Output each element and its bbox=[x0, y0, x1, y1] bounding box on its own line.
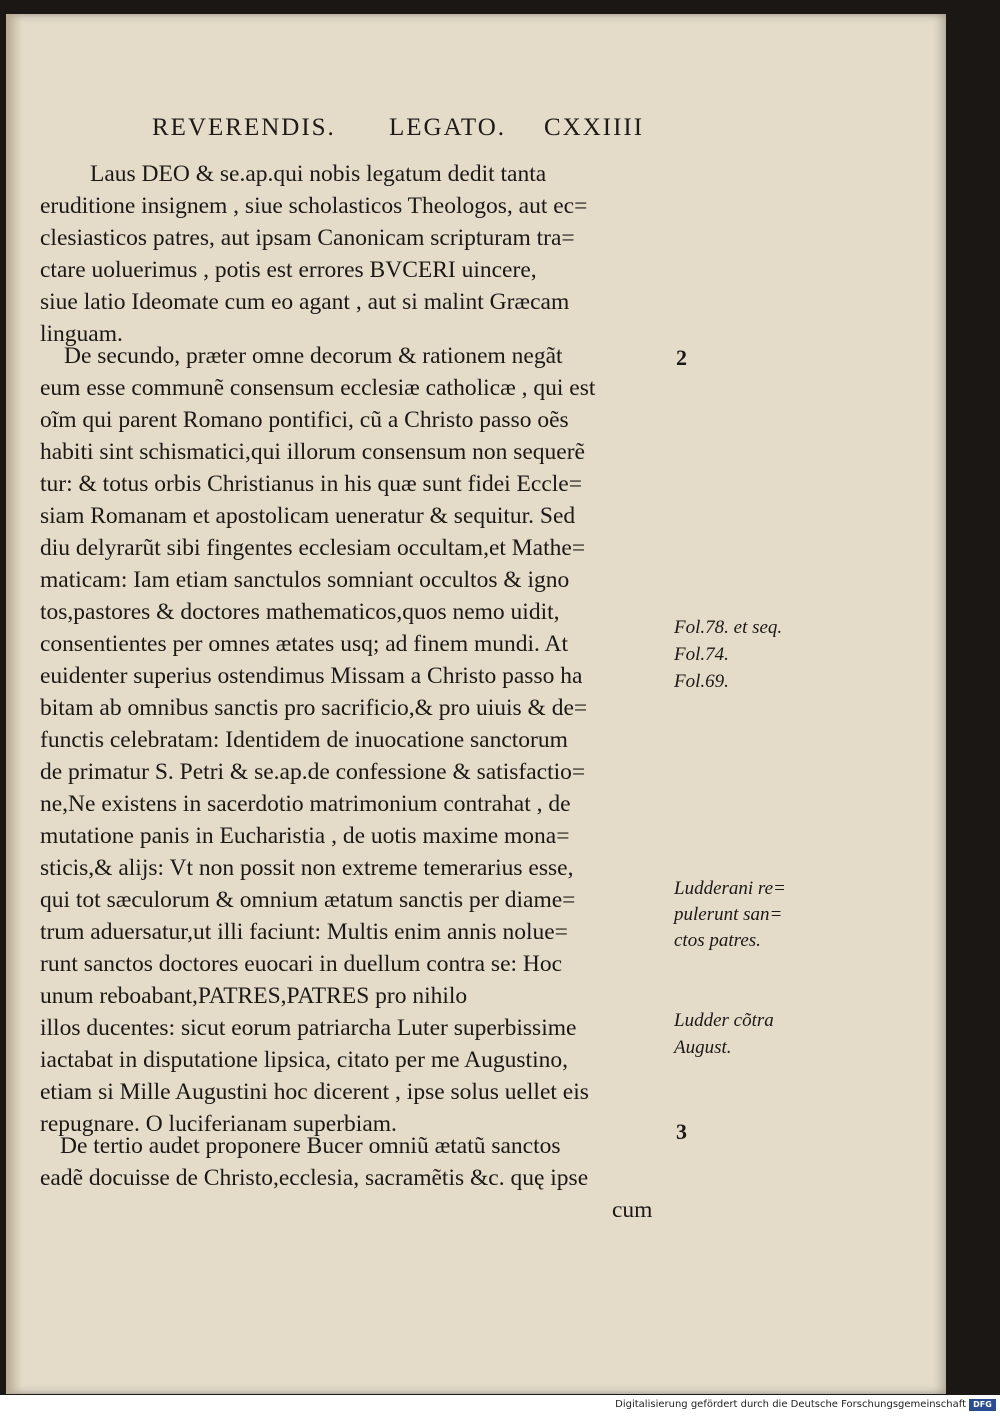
marginal-note: pulerunt san= bbox=[674, 904, 783, 925]
marginal-note: Ludder cõtra bbox=[674, 1010, 774, 1031]
text-line: etiam si Mille Augustini hoc dicerent , ipse solus uellet eis bbox=[40, 1079, 589, 1105]
text-line: eruditione insignem , siue scholasticos Theologos, aut ec= bbox=[40, 193, 588, 219]
text-line: eum esse communẽ consensum ecclesiæ catholicæ , qui est bbox=[40, 375, 596, 401]
text-line: De tertio audet proponere Bucer omniũ ætatũ sanctos bbox=[60, 1133, 561, 1159]
text-line: functis celebratam: Identidem de inuocatione sanctorum bbox=[40, 727, 568, 753]
text-line: euidenter superius ostendimus Missam a Christo passo ha bbox=[40, 663, 583, 689]
text-line: ctare uoluerimus , potis est errores BVCERI uincere, bbox=[40, 257, 537, 283]
text-line: bitam ab omnibus sanctis pro sacrificio,& pro uiuis & de= bbox=[40, 695, 588, 721]
text-line: eadẽ docuisse de Christo,ecclesia, sacramẽtis &c. quę ipse bbox=[40, 1165, 589, 1191]
text-line: consentientes per omnes ætates usq; ad finem mundi. At bbox=[40, 631, 569, 657]
running-head-left: REVERENDIS. bbox=[152, 114, 336, 141]
text-line: mutatione panis in Eucharistia , de uotis maxime mona= bbox=[40, 823, 570, 849]
text-line: repugnare. O luciferianam superbiam. bbox=[40, 1111, 397, 1137]
text-line: runt sanctos doctores euocari in duellum contra se: Hoc bbox=[40, 951, 563, 977]
running-head bbox=[152, 114, 672, 146]
marginal-note: August. bbox=[674, 1037, 732, 1058]
folio-number: CXXIIII bbox=[544, 114, 645, 141]
text-line: Laus DEO & se.ap.qui nobis legatum dedit tanta bbox=[90, 161, 547, 187]
text-line: maticam: Iam etiam sanctulos somniant occultos & igno bbox=[40, 567, 570, 593]
text-line: De secundo, præter omne decorum & rationem negãt bbox=[64, 343, 563, 369]
text-line: unum reboabant,PATRES,PATRES pro nihilo bbox=[40, 983, 468, 1009]
text-line: habiti sint schismatici,qui illorum consensum non sequerẽ bbox=[40, 439, 585, 465]
text-line: linguam. bbox=[40, 321, 123, 347]
dfg-logo: DFG bbox=[969, 1399, 996, 1411]
text-line: ne,Ne existens in sacerdotio matrimonium contrahat , de bbox=[40, 791, 571, 817]
running-head-center: LEGATO. bbox=[389, 114, 507, 141]
text-line: siam Romanam et apostolicam ueneratur & sequitur. Sed bbox=[40, 503, 576, 529]
text-line: trum aduersatur,ut illi faciunt: Multis enim annis nolue= bbox=[40, 919, 568, 945]
marginal-note: Fol.69. bbox=[674, 671, 729, 692]
marginal-number: 2 bbox=[676, 345, 687, 370]
text-line: sticis,& alijs: Vt non possit non extreme temerarius esse, bbox=[40, 855, 574, 881]
digitization-credit: Digitalisierung gefördert durch die Deutsche Forschungsgemeinschaft bbox=[615, 1399, 966, 1410]
text-line: siue latio Ideomate cum eo agant , aut si malint Græcam bbox=[40, 289, 570, 315]
marginal-note: Fol.74. bbox=[674, 644, 729, 665]
text-line: diu delyrarũt sibi fingentes ecclesiam occultam,et Mathe= bbox=[40, 535, 586, 561]
text-line: de primatur S. Petri & se.ap.de confessione & satisfactio= bbox=[40, 759, 586, 785]
marginal-note: Fol.78. et seq. bbox=[674, 617, 783, 638]
text-line: clesiasticos patres, aut ipsam Canonicam scripturam tra= bbox=[40, 225, 575, 251]
marginal-note: ctos patres. bbox=[674, 930, 761, 951]
text-line: iactabat in disputatione lipsica, citato per me Augustino, bbox=[40, 1047, 568, 1073]
text-line: illos ducentes: sicut eorum patriarcha Luter superbissime bbox=[40, 1015, 577, 1041]
text-line: tos,pastores & doctores mathematicos,quos nemo uidit, bbox=[40, 599, 560, 625]
marginal-note: Ludderani re= bbox=[674, 878, 786, 899]
text-line: oĩm qui parent Romano pontifici, cũ a Christo passo oẽs bbox=[40, 407, 569, 433]
text-line: tur: & totus orbis Christianus in his quæ sunt fidei Eccle= bbox=[40, 471, 582, 497]
text-line: qui tot sæculorum & omnium ætatum sanctis per diame= bbox=[40, 887, 576, 913]
catchword: cum bbox=[612, 1197, 653, 1223]
marginal-number: 3 bbox=[676, 1119, 687, 1144]
